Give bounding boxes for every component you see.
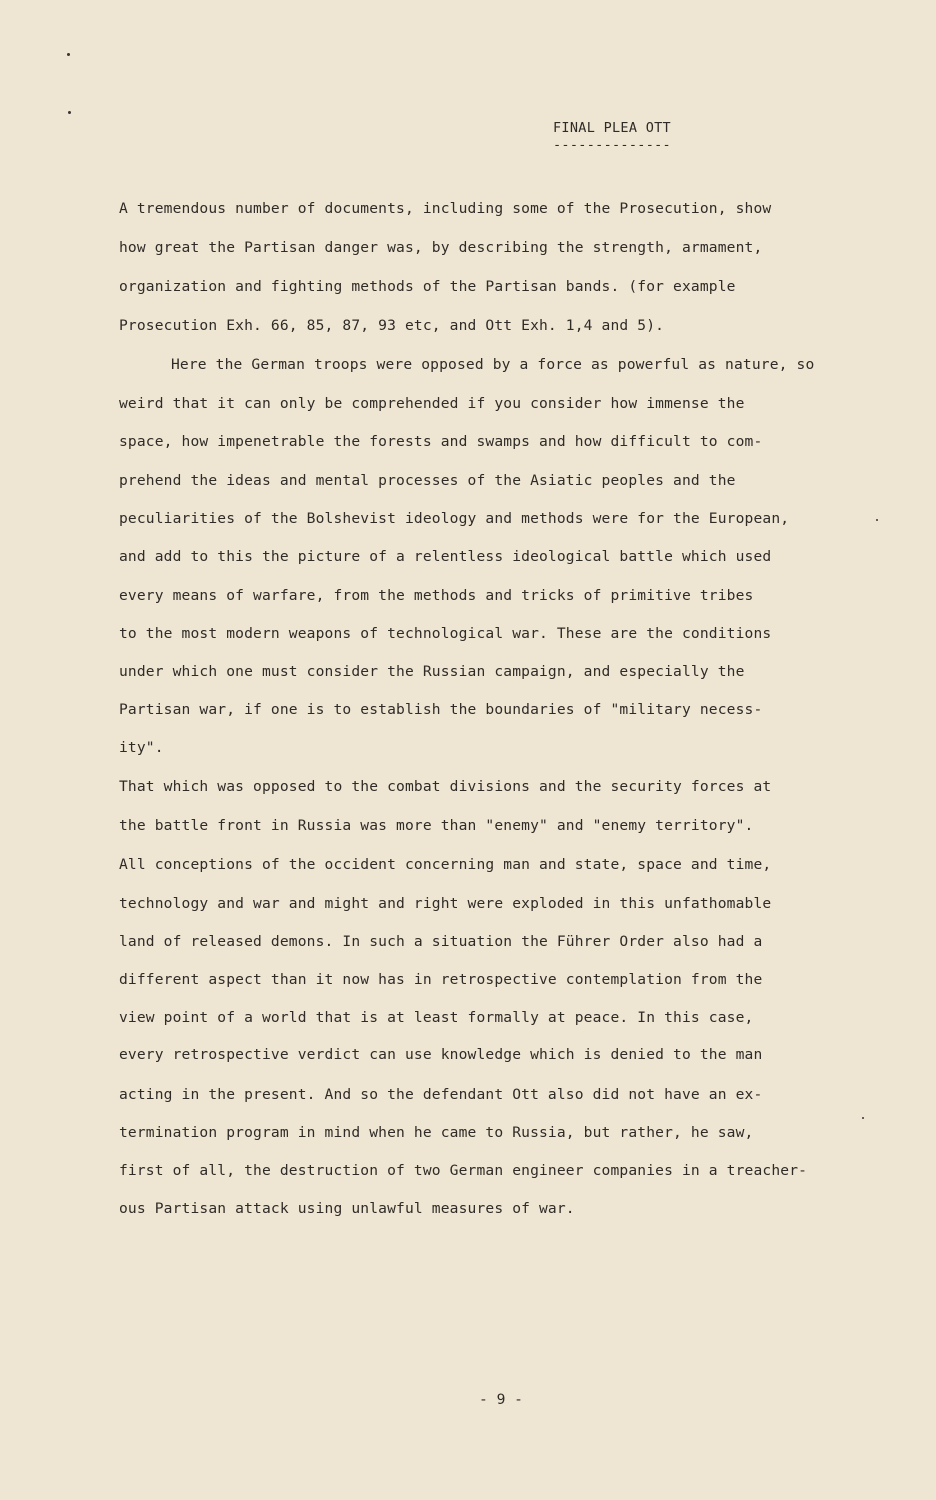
text-line: Partisan war, if one is to establish the boundaries of "military necess- [119,701,763,718]
text-line: every retrospective verdict can use knowledge which is denied to the man [119,1046,763,1063]
text-line: ity". [119,739,164,756]
text-line: ous Partisan attack using unlawful measures of war. [119,1200,575,1217]
margin-speck [68,111,71,114]
text-line: the battle front in Russia was more than "enemy" and "enemy territory". [119,817,754,834]
text-line: land of released demons. In such a situation the Führer Order also had a [119,933,763,950]
text-line: acting in the present. And so the defendant Ott also did not have an ex- [119,1086,763,1103]
title-underline: -------------- [553,137,671,153]
text-line: view point of a world that is at least formally at peace. In this case, [119,1009,754,1026]
text-line: prehend the ideas and mental processes of the Asiatic peoples and the [119,472,736,489]
text-line: space, how impenetrable the forests and swamps and how difficult to com- [119,433,763,450]
document-title: FINAL PLEA OTT [553,120,671,136]
text-line: peculiarities of the Bolshevist ideology and methods were for the European, [119,510,790,527]
text-line: how great the Partisan danger was, by describing the strength, armament, [119,239,763,256]
page-number: - 9 - [479,1391,523,1408]
text-line: Prosecution Exh. 66, 85, 87, 93 etc, and Ott Exh. 1,4 and 5). [119,317,665,334]
text-line: A tremendous number of documents, including some of the Prosecution, show [119,200,772,217]
text-line: technology and war and might and right were exploded in this unfathomable [119,895,772,912]
margin-speck [862,1117,864,1119]
text-line: every means of warfare, from the methods and tricks of primitive tribes [119,587,754,604]
text-line: first of all, the destruction of two German engineer companies in a treacher- [119,1162,808,1179]
margin-speck [67,53,70,56]
text-line: and add to this the picture of a relentless ideological battle which used [119,548,772,565]
text-line: termination program in mind when he came to Russia, but rather, he saw, [119,1124,754,1141]
text-line: weird that it can only be comprehended if you consider how immense the [119,395,745,412]
text-line: That which was opposed to the combat divisions and the security forces at [119,778,772,795]
text-line: to the most modern weapons of technological war. These are the conditions [119,625,772,642]
text-line: organization and fighting methods of the Partisan bands. (for example [119,278,736,295]
text-line: different aspect than it now has in retrospective contemplation from the [119,971,763,988]
margin-speck [876,519,878,521]
text-line: All conceptions of the occident concerning man and state, space and time, [119,856,772,873]
text-line: Here the German troops were opposed by a force as powerful as nature, so [171,356,815,373]
text-line: under which one must consider the Russian campaign, and especially the [119,663,745,680]
